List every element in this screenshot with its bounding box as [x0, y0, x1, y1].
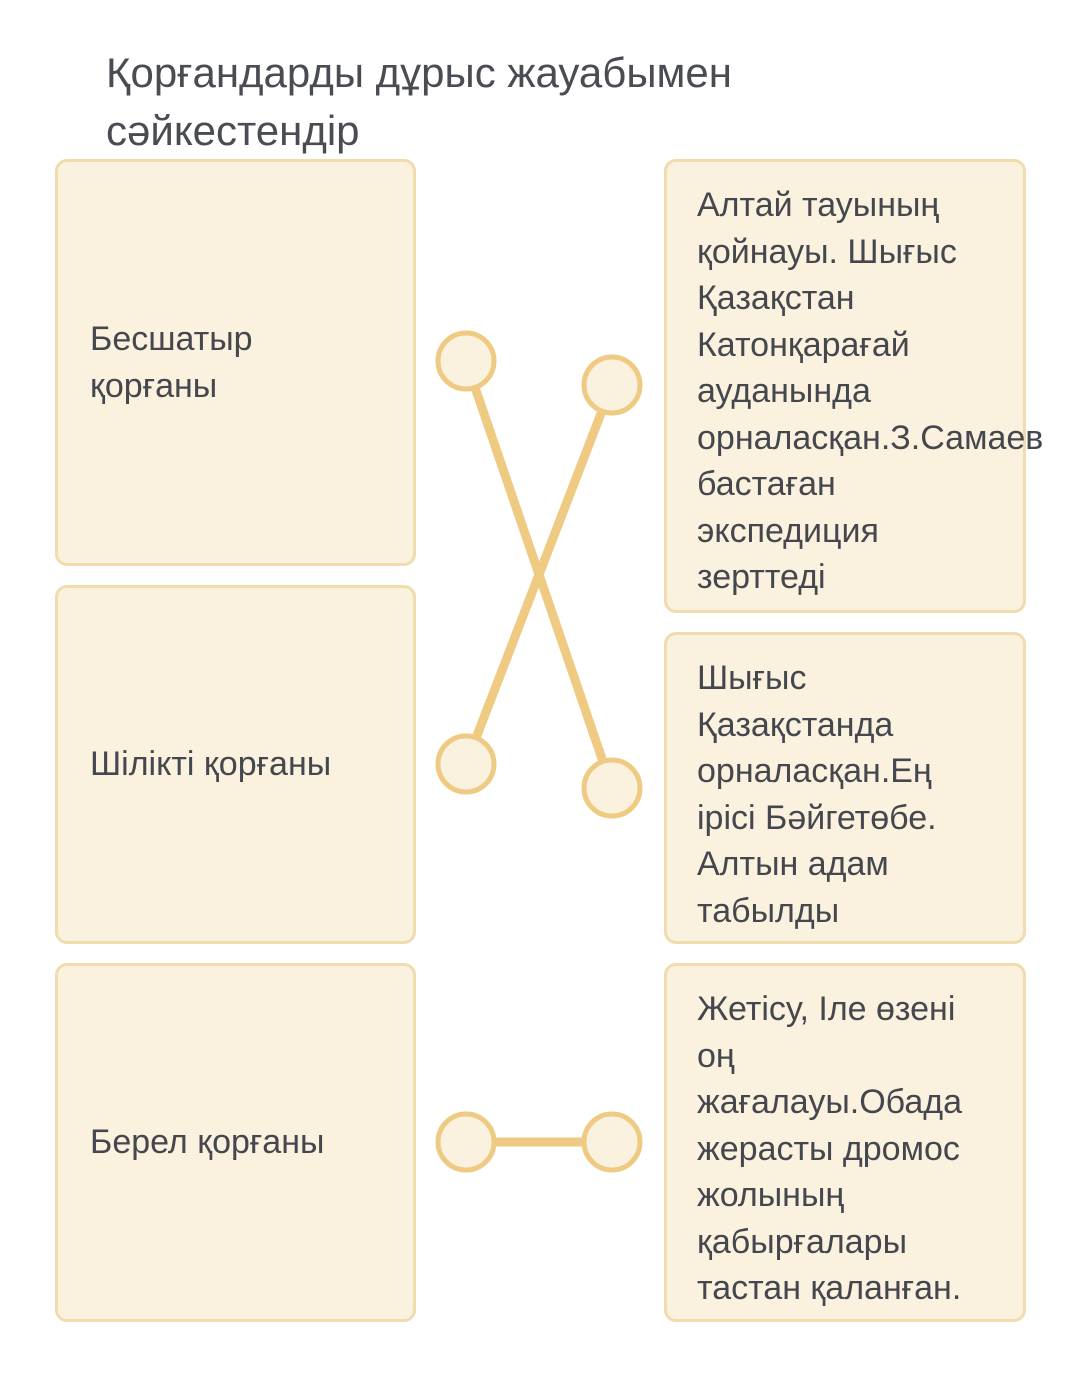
right-handle-2[interactable] [584, 760, 640, 816]
right-card-label: Шығыс Қазақстанда орналасқан.Ең ірісі Бәйгетөбе. Алтын адам табылды [697, 659, 937, 930]
page-title: Қорғандарды дұрыс жауабымен сәйкестендір [106, 49, 732, 154]
left-handle-2[interactable] [438, 736, 494, 792]
left-card-label: Бесшатыр қорғаны [90, 320, 253, 405]
right-card-label: Алтай тауының қойнауы. Шығыс Қазақстан Катонқарағай ауданында орналасқан.З.Самаев бастаған экспедиция зерттеді [697, 186, 1044, 596]
left-handle-3[interactable] [438, 1114, 494, 1170]
left-handle-1[interactable] [438, 333, 494, 389]
connector-line-2 [466, 385, 612, 764]
left-card-label: Берел қорғаны [90, 1123, 325, 1162]
right-handle-3[interactable] [584, 1114, 640, 1170]
left-card-label: Шілікті қорғаны [90, 745, 332, 784]
right-handle-1[interactable] [584, 357, 640, 413]
right-card-label: Жетісу, Іле өзені оң жағалауы.Обада жерасты дромос жолының қабырғалары тастан қаланған. [697, 990, 963, 1307]
